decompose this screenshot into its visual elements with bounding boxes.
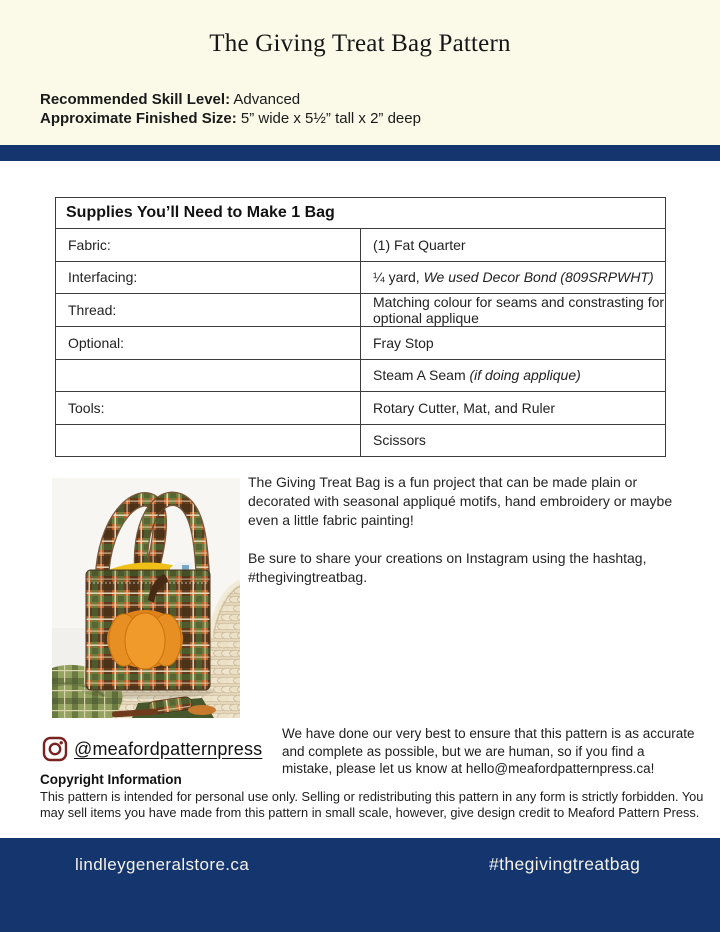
intro-paragraph-2: Be sure to share your creations on Instagram using the hashtag, #thegivingtreatbag. — [248, 550, 647, 585]
table-row — [56, 327, 666, 360]
page-header — [0, 0, 720, 145]
row-label — [56, 424, 361, 457]
row-value: Rotary Cutter, Mat, and Ruler — [373, 399, 556, 416]
row-value: (1) Fat Quarter — [373, 236, 466, 253]
supplies-table — [55, 197, 666, 457]
skill-level-label: Recommended Skill Level: — [40, 91, 231, 108]
pattern-meta — [40, 90, 421, 128]
row-label: Interfacing: — [56, 261, 361, 294]
table-row — [56, 424, 666, 457]
intro-text — [248, 473, 686, 587]
finished-size-line — [40, 109, 421, 128]
copyright-heading: Copyright Information — [40, 772, 182, 787]
pumpkin-center-lobe — [125, 613, 165, 669]
table-header-row — [56, 198, 666, 229]
instagram-handle-link[interactable]: @meafordpatternpress — [74, 738, 263, 759]
skill-level-value: Advanced — [230, 91, 301, 108]
row-label: Fabric: — [56, 229, 361, 262]
row-value: Steam A Seam — [373, 367, 470, 384]
row-label: Optional: — [56, 327, 361, 360]
row-label: Thread: — [56, 294, 361, 327]
bag-photo — [52, 478, 240, 718]
row-value: Fray Stop — [373, 334, 434, 351]
row-value: Matching colour for seams and constrasting for optional applique — [373, 294, 665, 326]
copyright-body: This pattern is intended for personal use only. Selling or redistributing this pattern in any form is strictly forbidden. You may sell items you have made from this pattern in small scale, however, give design credit to Meaford Pattern Press. — [40, 789, 704, 820]
table-row — [56, 261, 666, 294]
row-value-italic: (if doing applique) — [469, 367, 581, 384]
footer-website: lindleygeneralstore.ca — [75, 855, 250, 874]
table-row — [56, 359, 666, 392]
instagram-icon — [42, 736, 68, 762]
finished-size-label: Approximate Finished Size: — [40, 110, 237, 127]
instagram-row — [42, 736, 262, 762]
accuracy-note: We have done our very best to ensure that this pattern is as accurate and complete as possible, but we are human, so if you find a mistake, please let us know at hello@meafordpatternpress.ca! — [282, 726, 695, 776]
page-title: The Giving Treat Bag Pattern — [209, 30, 511, 57]
finished-size-value: 5” wide x 5½” tall x 2” deep — [236, 110, 421, 127]
orange-stick — [188, 705, 216, 715]
row-value: ¼ yard, — [373, 269, 424, 286]
row-value: Scissors — [373, 432, 426, 449]
table-row — [56, 229, 666, 262]
divider-bar — [0, 145, 720, 161]
row-label — [56, 359, 361, 392]
table-row — [56, 392, 666, 425]
intro-paragraph-1: The Giving Treat Bag is a fun project that can be made plain or decorated with seasonal appliqué motifs, hand embroidery or maybe even a little fabric painting! — [248, 474, 673, 528]
row-label: Tools: — [56, 392, 361, 425]
footer-hashtag: #thegivingtreatbag — [489, 854, 641, 874]
page-footer — [0, 838, 720, 932]
supplies-table-title: Supplies You’ll Need to Make 1 Bag — [56, 198, 666, 229]
table-row — [56, 294, 666, 327]
row-value-italic: We used Decor Bond (809SRPWHT) — [423, 269, 654, 286]
skill-level-line — [40, 90, 421, 109]
